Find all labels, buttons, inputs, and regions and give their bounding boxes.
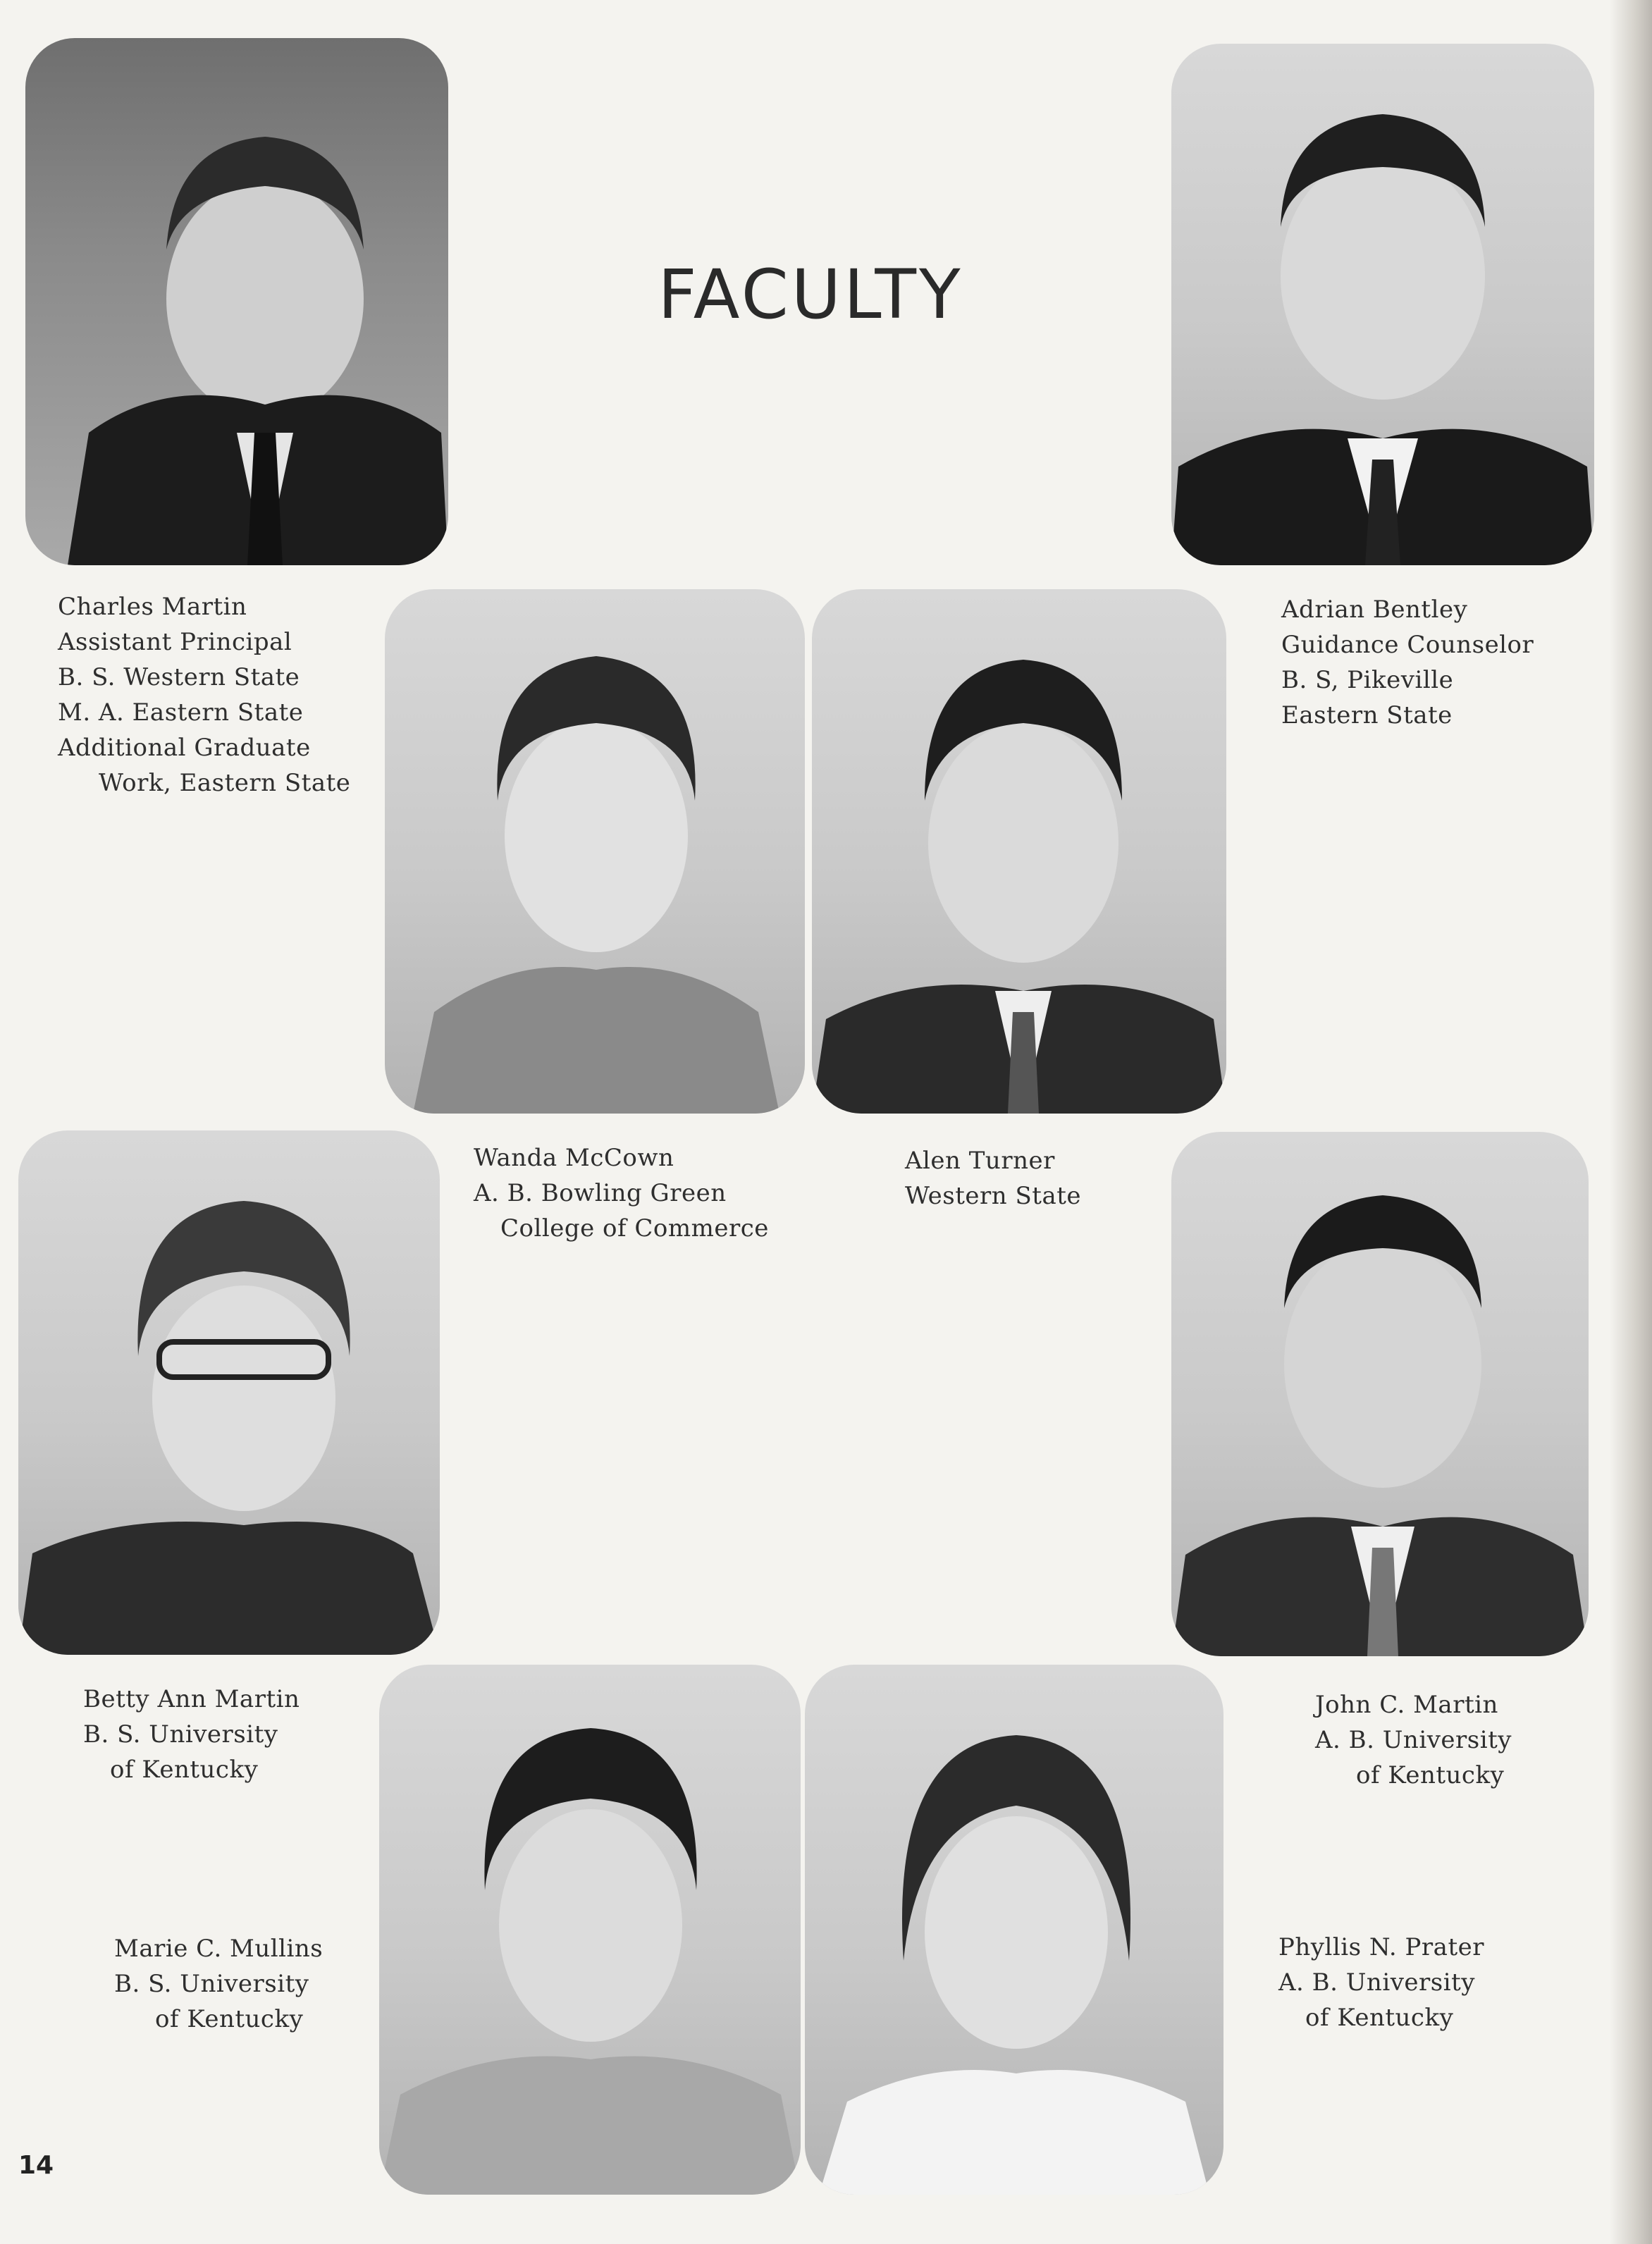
faculty-detail: of Kentucky: [155, 2005, 304, 2033]
faculty-name: Wanda McCown: [474, 1144, 674, 1172]
portrait-charles-martin: [25, 38, 448, 565]
faculty-name: Alen Turner: [905, 1147, 1055, 1175]
portrait-wanda-mccown: [385, 589, 805, 1114]
faculty-name: Charles Martin: [58, 593, 247, 621]
portrait-alen-turner: [812, 589, 1226, 1114]
faculty-name: Phyllis N. Prater: [1278, 1933, 1484, 1961]
caption-wanda-mccown: [474, 1140, 769, 1246]
caption-marie-c-mullins: [114, 1931, 323, 2037]
faculty-detail: M. A. Eastern State: [58, 698, 304, 727]
faculty-name: Betty Ann Martin: [83, 1685, 300, 1713]
faculty-detail: B. S. University: [83, 1720, 278, 1749]
faculty-detail: B. S. Western State: [58, 663, 300, 691]
faculty-detail: of Kentucky: [110, 1756, 259, 1784]
page-number: 14: [18, 2151, 54, 2180]
faculty-name: John C. Martin: [1315, 1691, 1498, 1719]
portrait-phyllis-n-prater: [805, 1665, 1223, 2195]
faculty-detail: B. S, Pikeville: [1281, 666, 1454, 694]
faculty-detail: Assistant Principal: [58, 628, 292, 656]
portrait-john-c-martin: [1171, 1132, 1589, 1656]
page-edge-shadow: [1610, 0, 1652, 2244]
faculty-detail: A. B. University: [1278, 1968, 1475, 1997]
caption-adrian-bentley: [1281, 592, 1534, 733]
caption-phyllis-n-prater: [1278, 1930, 1484, 2035]
faculty-detail: B. S. University: [114, 1970, 309, 1998]
caption-charles-martin: [58, 589, 350, 801]
portrait-marie-c-mullins: [379, 1665, 801, 2195]
portrait-adrian-bentley: [1171, 44, 1594, 565]
faculty-detail: Guidance Counselor: [1281, 631, 1534, 659]
faculty-detail: College of Commerce: [500, 1214, 769, 1243]
faculty-detail: Work, Eastern State: [99, 769, 351, 797]
page-title: FACULTY: [658, 255, 963, 334]
faculty-detail: of Kentucky: [1356, 1761, 1505, 1789]
faculty-detail: A. B. University: [1315, 1726, 1512, 1754]
faculty-name: Adrian Bentley: [1281, 596, 1468, 624]
caption-alen-turner: [905, 1143, 1081, 1214]
faculty-name: Marie C. Mullins: [114, 1935, 323, 1963]
portrait-betty-ann-martin: [18, 1130, 440, 1655]
faculty-detail: Eastern State: [1281, 701, 1453, 729]
faculty-detail: Western State: [905, 1182, 1081, 1210]
caption-john-c-martin: [1315, 1687, 1512, 1793]
faculty-detail: of Kentucky: [1305, 2004, 1454, 2032]
faculty-detail: A. B. Bowling Green: [474, 1179, 727, 1207]
faculty-detail: Additional Graduate: [58, 734, 311, 762]
caption-betty-ann-martin: [83, 1682, 300, 1787]
